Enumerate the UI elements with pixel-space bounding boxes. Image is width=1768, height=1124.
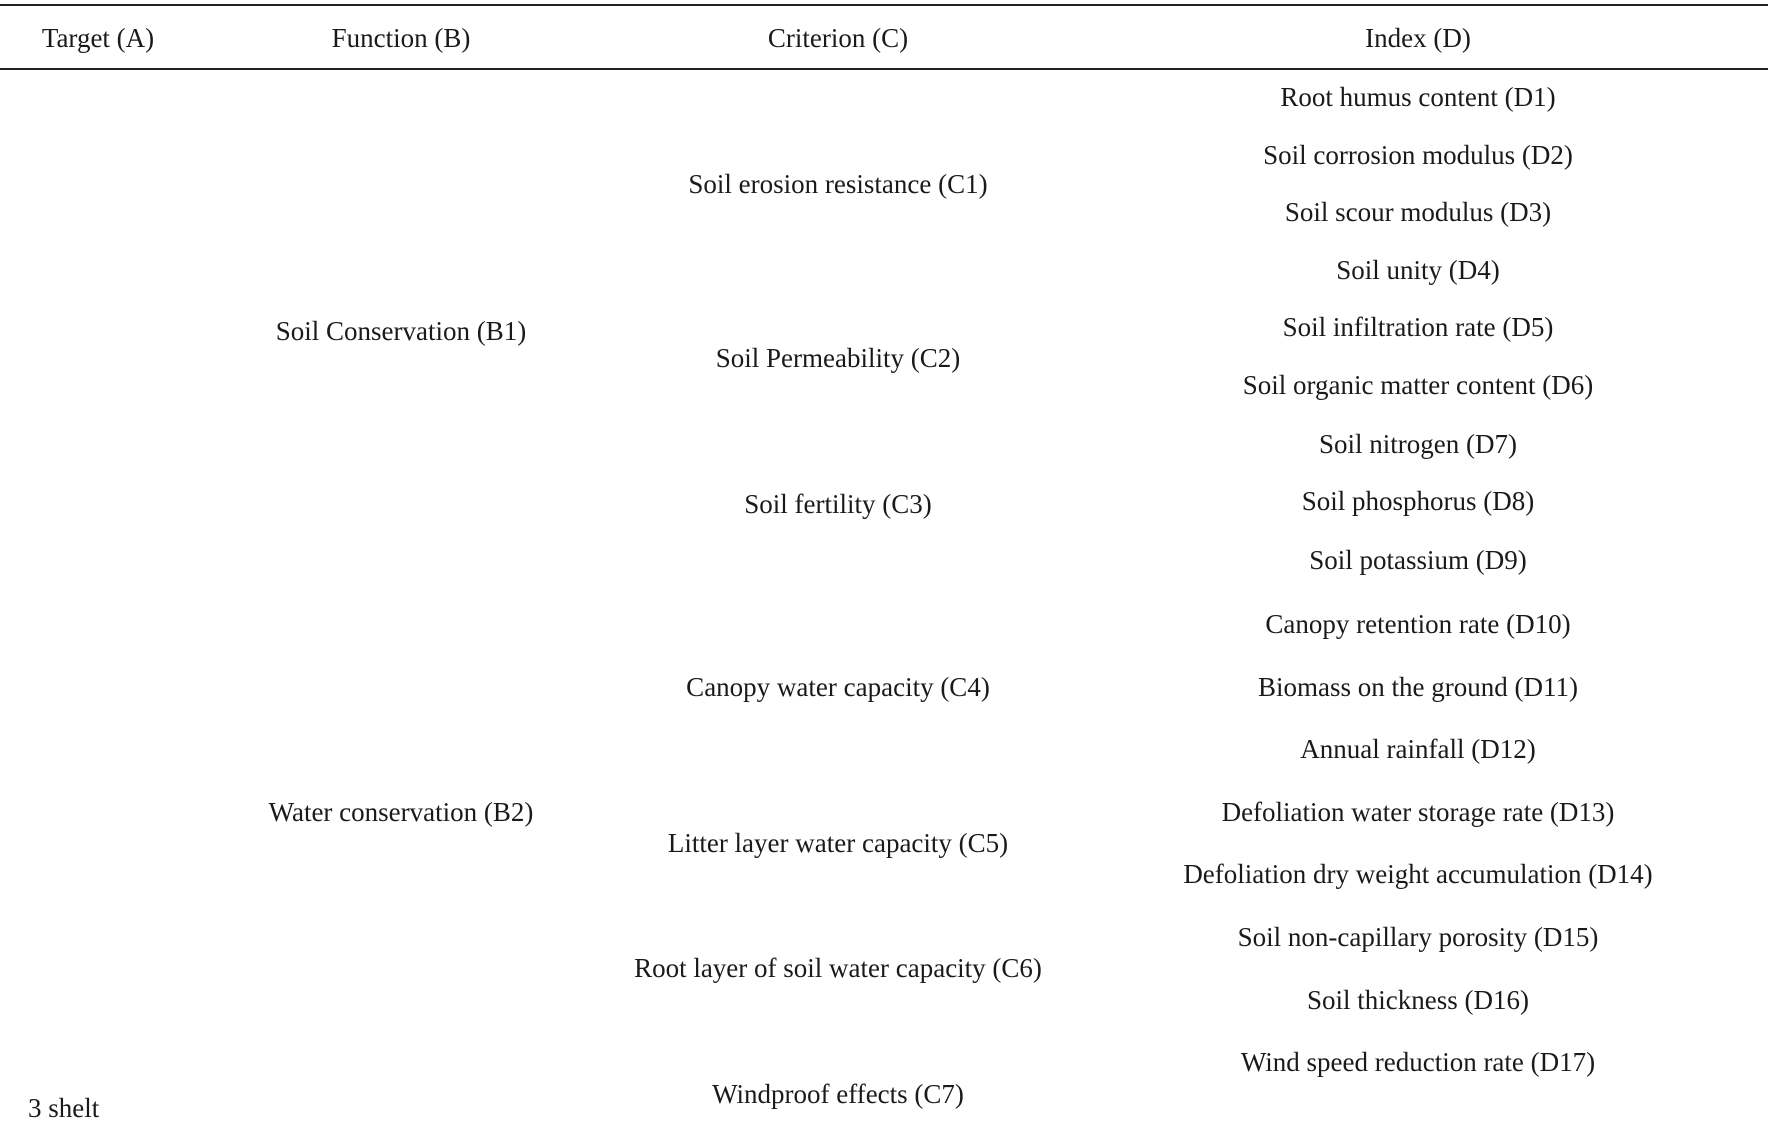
table-header-rule	[0, 68, 1768, 70]
index-cell: Soil scour modulus (D3)	[1284, 197, 1552, 227]
function-cell: Water conservation (B2)	[268, 797, 534, 827]
index-cell: Annual rainfall (D12)	[1300, 734, 1536, 764]
criterion-cell: Soil fertility (C3)	[744, 489, 932, 519]
index-cell: Soil infiltration rate (D5)	[1282, 312, 1554, 342]
index-cell: Soil non-capillary porosity (D15)	[1237, 922, 1599, 952]
criterion-cell: Windproof effects (C7)	[712, 1079, 964, 1109]
header-function: Function (B)	[331, 23, 471, 53]
index-cell: Soil phosphorus (D8)	[1301, 486, 1535, 516]
criterion-cell: Soil Permeability (C2)	[715, 343, 961, 373]
index-cell: Defoliation dry weight accumulation (D14)	[1183, 859, 1653, 889]
index-cell: Soil organic matter content (D6)	[1242, 370, 1594, 400]
criterion-cell: Litter layer water capacity (C5)	[667, 828, 1009, 858]
criterion-cell: Soil erosion resistance (C1)	[688, 169, 988, 199]
header-target: Target (A)	[41, 23, 155, 53]
table-top-rule	[0, 4, 1768, 6]
index-cell: Defoliation water storage rate (D13)	[1221, 797, 1615, 827]
index-cell: Root humus content (D1)	[1280, 82, 1556, 112]
header-index: Index (D)	[1365, 23, 1471, 53]
header-criterion: Criterion (C)	[767, 23, 909, 53]
cut-off-text: 3 shelt	[28, 1093, 100, 1123]
index-cell: Wind speed reduction rate (D17)	[1240, 1047, 1596, 1077]
index-cell: Canopy retention rate (D10)	[1265, 609, 1571, 639]
index-cell: Soil potassium (D9)	[1309, 545, 1527, 575]
index-cell: Soil nitrogen (D7)	[1319, 429, 1517, 459]
index-cell: Soil thickness (D16)	[1307, 985, 1529, 1015]
criterion-cell: Root layer of soil water capacity (C6)	[634, 953, 1042, 983]
index-cell: Soil corrosion modulus (D2)	[1263, 140, 1573, 170]
function-cell: Soil Conservation (B1)	[275, 316, 527, 346]
index-cell: Soil unity (D4)	[1336, 255, 1500, 285]
index-cell: Biomass on the ground (D11)	[1258, 672, 1578, 702]
criterion-cell: Canopy water capacity (C4)	[686, 672, 990, 702]
